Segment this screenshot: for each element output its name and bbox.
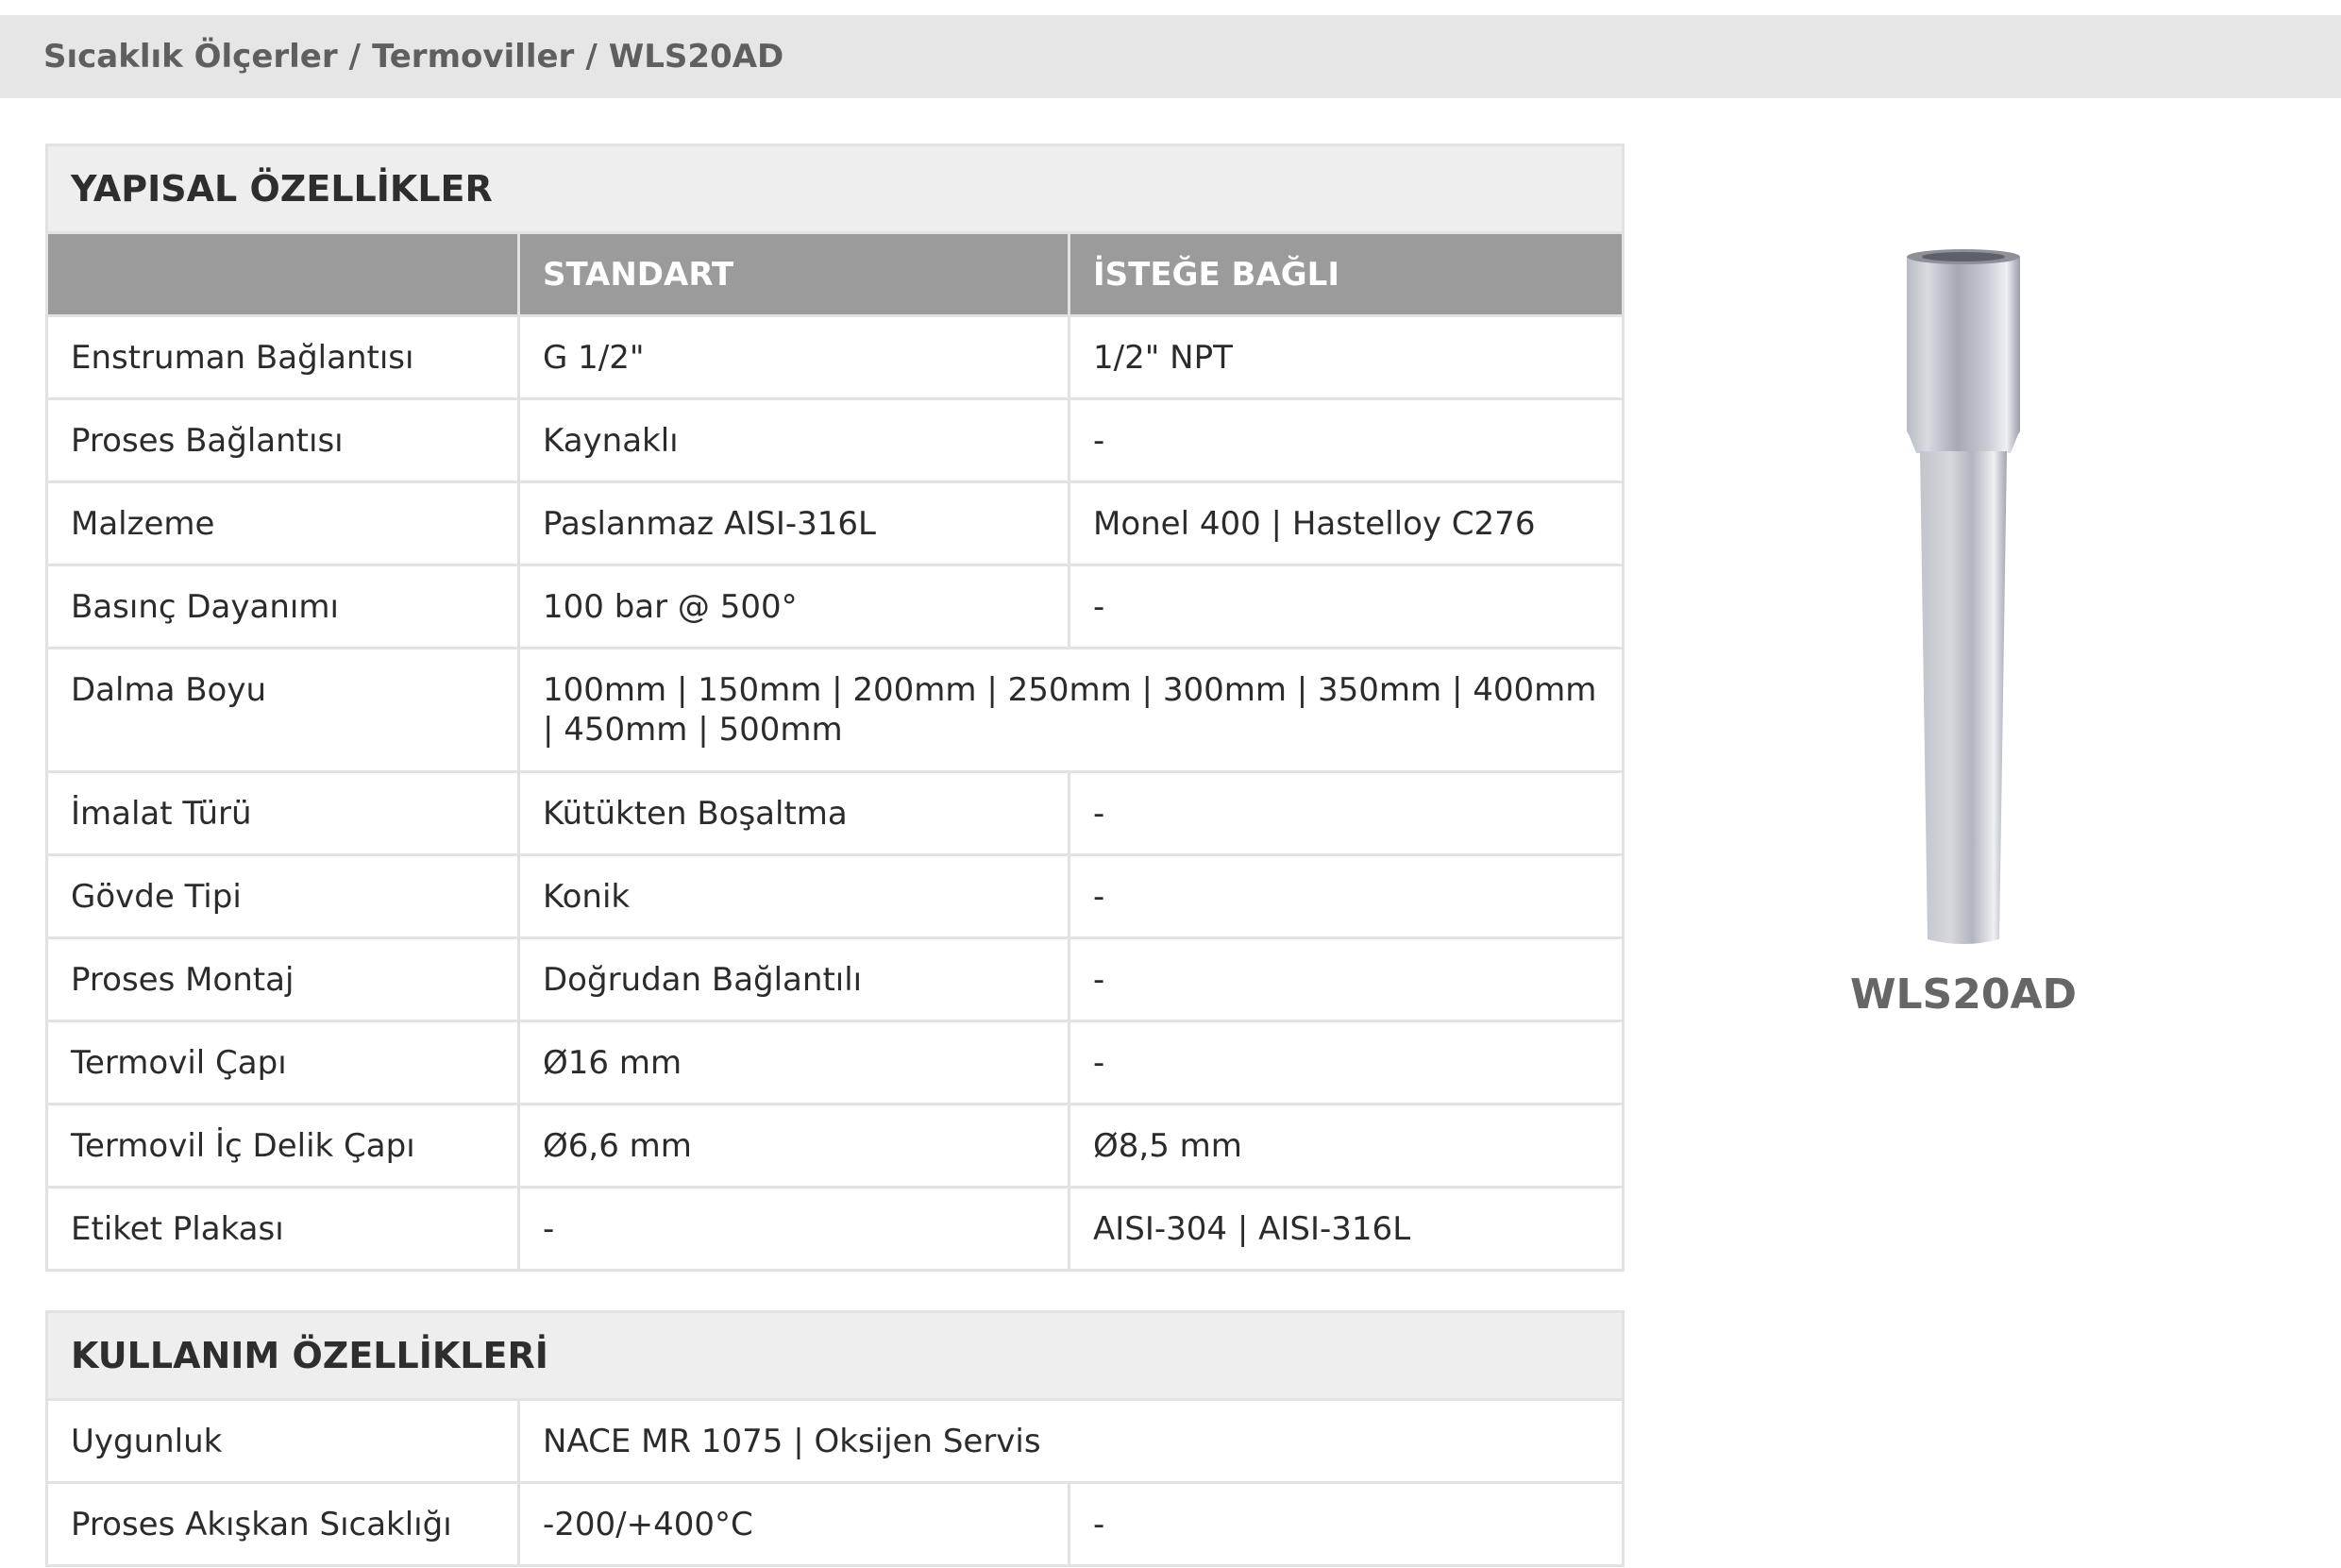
row-label: Etiket Plakası (47, 1188, 519, 1271)
row-label: Dalma Boyu (47, 649, 519, 772)
optional-value: AISI-304 | AISI-316L (1069, 1188, 1624, 1271)
standard-value: 100 bar @ 500° (519, 565, 1069, 649)
section-header (47, 145, 1624, 233)
standard-value: - (519, 1188, 1069, 1271)
optional-value: - (1069, 565, 1624, 649)
column-header-empty (47, 233, 519, 316)
row-label: Uygunluk (47, 1400, 519, 1483)
usage-features-table (45, 1310, 1625, 1567)
column-header-row (47, 233, 1624, 316)
table-row (47, 772, 1624, 855)
breadcrumb-item-termoviller[interactable]: Termoviller (372, 38, 575, 76)
optional-value: 1/2" NPT (1069, 316, 1624, 399)
row-label: Enstruman Bağlantısı (47, 316, 519, 399)
table-row (47, 316, 1624, 399)
row-label: Termovil Çapı (47, 1021, 519, 1104)
row-label: Basınç Dayanımı (47, 565, 519, 649)
standard-value: -200/+400°C (519, 1483, 1069, 1566)
table-row (47, 482, 1624, 565)
column-header-standard: STANDART (519, 233, 1069, 316)
product-caption: WLS20AD (1849, 970, 2078, 1019)
row-label: Malzeme (47, 482, 519, 565)
row-label: Termovil İç Delik Çapı (47, 1104, 519, 1188)
row-label: İmalat Türü (47, 772, 519, 855)
breadcrumb-separator: / (348, 38, 362, 76)
optional-value: - (1069, 1021, 1624, 1104)
row-label: Proses Montaj (47, 938, 519, 1021)
column-header-optional: İSTEĞE BAĞLI (1069, 233, 1624, 316)
standard-value: Kütükten Boşaltma (519, 772, 1069, 855)
row-label: Proses Akışkan Sıcaklığı (47, 1483, 519, 1566)
optional-value: - (1069, 772, 1624, 855)
standard-value: 100mm | 150mm | 200mm | 250mm | 300mm | 350mm | 400mm | 450mm | 500mm (519, 649, 1624, 772)
optional-value: Monel 400 | Hastelloy C276 (1069, 482, 1624, 565)
optional-value: Ø8,5 mm (1069, 1104, 1624, 1188)
optional-value: - (1069, 399, 1624, 482)
standard-value: Ø6,6 mm (519, 1104, 1069, 1188)
section-header (47, 1312, 1624, 1400)
table-row (47, 1104, 1624, 1188)
section-title-structural: YAPISAL ÖZELLİKLER (47, 145, 1624, 233)
breadcrumb-item-current: WLS20AD (608, 38, 784, 76)
product-panel (1784, 236, 2143, 1019)
table-row (47, 649, 1624, 772)
table-row (47, 399, 1624, 482)
standard-value: NACE MR 1075 | Oksijen Servis (519, 1400, 1624, 1483)
standard-value: Doğrudan Bağlantılı (519, 938, 1069, 1021)
table-row (47, 1483, 1624, 1566)
table-row (47, 565, 1624, 649)
breadcrumb (0, 15, 2341, 98)
standard-value: Paslanmaz AISI-316L (519, 482, 1069, 565)
standard-value: Kaynaklı (519, 399, 1069, 482)
thermowell-image (1897, 236, 2029, 953)
breadcrumb-item-sicaklik-olcerler[interactable]: Sıcaklık Ölçerler (43, 38, 338, 76)
optional-value: - (1069, 1483, 1624, 1566)
breadcrumb-separator: / (585, 38, 598, 76)
optional-value: - (1069, 938, 1624, 1021)
table-row (47, 1021, 1624, 1104)
table-row (47, 938, 1624, 1021)
section-title-usage: KULLANIM ÖZELLİKLERİ (47, 1312, 1624, 1400)
standard-value: G 1/2" (519, 316, 1069, 399)
table-row (47, 855, 1624, 938)
table-row (47, 1188, 1624, 1271)
standard-value: Konik (519, 855, 1069, 938)
table-row (47, 1400, 1624, 1483)
row-label: Proses Bağlantısı (47, 399, 519, 482)
optional-value: - (1069, 855, 1624, 938)
row-label: Gövde Tipi (47, 855, 519, 938)
standard-value: Ø16 mm (519, 1021, 1069, 1104)
structural-features-table (45, 143, 1625, 1272)
